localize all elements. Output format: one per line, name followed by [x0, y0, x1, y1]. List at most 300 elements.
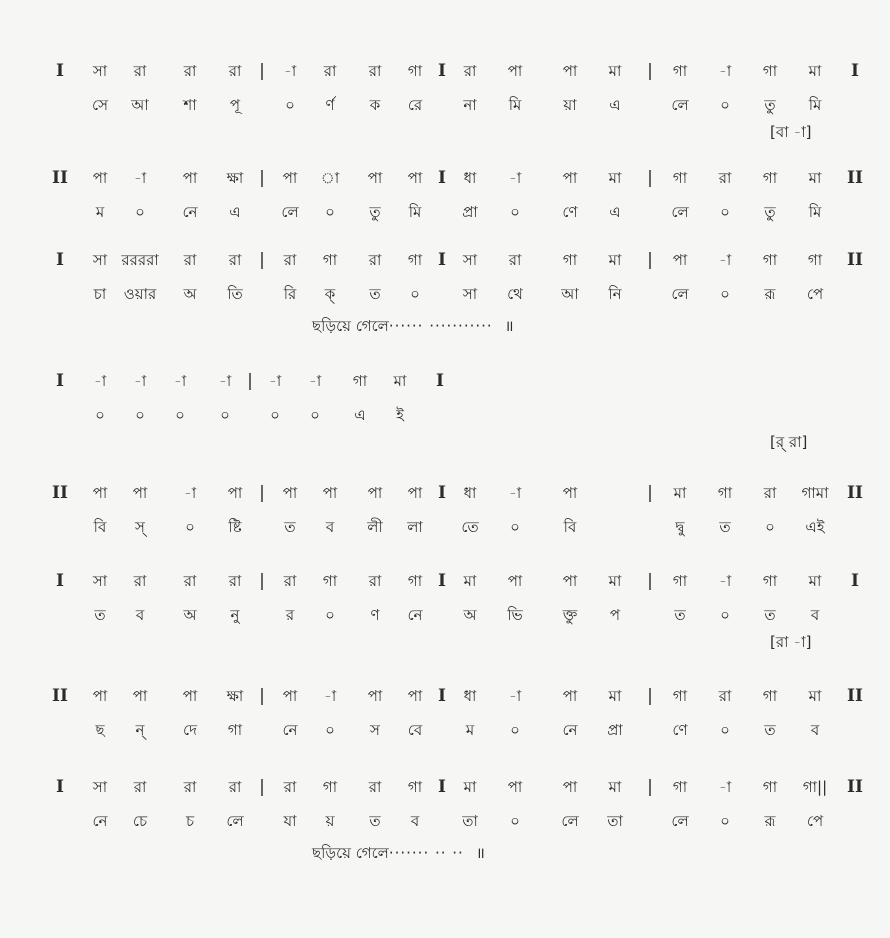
lyric-syllable: তে	[461, 518, 479, 536]
swara-note: রা	[763, 484, 777, 502]
swara-note: গা	[562, 251, 578, 269]
swara-note: পা	[407, 687, 423, 705]
swara-note: -া	[323, 687, 337, 705]
swara-note: গা	[762, 687, 778, 705]
swara-line	[40, 683, 870, 709]
lyric-syllable: ০	[510, 203, 520, 221]
lyric-syllable: মি	[508, 96, 522, 114]
swara-note: পা	[562, 778, 578, 796]
lyric-syllable: চে	[132, 812, 148, 830]
swara-note: গা	[672, 687, 688, 705]
lyric-syllable: পূ	[229, 96, 241, 114]
swara-note: রা	[228, 251, 242, 269]
bracket-annotation: [বা -া]	[770, 123, 812, 141]
lyric-syllable: প	[609, 606, 621, 624]
swara-note: মা	[608, 778, 622, 796]
swara-note: রা	[368, 572, 382, 590]
lyric-syllable: ০	[510, 721, 520, 739]
beat-separator: |	[259, 61, 265, 81]
lyric-syllable: রে	[407, 96, 423, 114]
lyric-syllable: ত	[369, 812, 381, 830]
swara-note: মা	[393, 372, 407, 390]
swara-note: পা	[507, 778, 523, 796]
end-barline: I	[436, 371, 444, 391]
swara-note: -া	[183, 484, 197, 502]
lyric-syllable: ০	[185, 518, 195, 536]
refrain-end-mark: ॥	[475, 844, 485, 862]
lyric-syllable: ০	[175, 406, 185, 424]
swara-note: গা	[322, 778, 338, 796]
lyric-syllable: লে	[671, 812, 689, 830]
lyric-line	[40, 514, 870, 540]
refrain-footer	[312, 842, 485, 867]
start-barline: I	[56, 250, 64, 270]
swara-note: রা	[283, 778, 297, 796]
lyric-syllable: এ	[609, 203, 621, 221]
lyric-syllable: ০	[510, 518, 520, 536]
lyric-syllable: তি	[227, 285, 243, 303]
swara-note: পা	[407, 484, 423, 502]
swara-note: গা	[322, 251, 338, 269]
lyric-syllable: ত	[94, 606, 106, 624]
swara-note: রা	[183, 251, 197, 269]
swara-note: রা	[133, 62, 147, 80]
swara-note: রা	[183, 572, 197, 590]
lyric-syllable: তা	[462, 812, 478, 830]
lyric-syllable: লে	[226, 812, 244, 830]
lyric-syllable: বে	[407, 721, 423, 739]
swara-line	[40, 247, 870, 273]
lyric-line	[40, 199, 870, 225]
swara-note: -া	[308, 372, 322, 390]
swara-note: পা	[367, 687, 383, 705]
swara-note: সা	[92, 778, 108, 796]
swara-note: রা	[463, 62, 477, 80]
lyric-syllable: ০	[720, 96, 730, 114]
swara-note: গা	[322, 572, 338, 590]
section-barline: I	[438, 250, 446, 270]
lyric-syllable: লে	[671, 96, 689, 114]
swara-line	[40, 774, 870, 800]
lyric-syllable: ০	[325, 203, 335, 221]
lyric-syllable: তু	[369, 203, 381, 221]
swara-note: -া	[508, 169, 522, 187]
swara-note: গা	[407, 62, 423, 80]
lyric-syllable: স	[370, 721, 380, 739]
lyric-syllable: নি	[608, 285, 622, 303]
swara-note: গা	[762, 169, 778, 187]
swara-note: -া	[718, 778, 732, 796]
lyric-syllable: লে	[671, 285, 689, 303]
lyric-syllable: মি	[808, 96, 822, 114]
swara-note: -া	[218, 372, 232, 390]
beat-separator: |	[647, 250, 653, 270]
swara-note: মা	[608, 169, 622, 187]
lyric-syllable: লা	[407, 518, 423, 536]
lyric-syllable: ই	[396, 406, 404, 424]
swara-note: পা	[562, 687, 578, 705]
swara-note: পা	[227, 484, 243, 502]
swara-note: রা	[228, 62, 242, 80]
refrain-text: ছড়িয়ে গেলে	[312, 844, 389, 862]
lyric-syllable: ব	[325, 518, 335, 536]
swara-note: ধা	[463, 687, 477, 705]
lyric-syllable: গা	[227, 721, 243, 739]
lyric-syllable: প্রা	[607, 721, 623, 739]
start-barline: I	[56, 61, 64, 81]
lyric-syllable: ভি	[507, 606, 523, 624]
lyric-syllable: ০	[310, 406, 320, 424]
swara-note: রা	[183, 778, 197, 796]
start-barline: II	[52, 168, 68, 188]
swara-note: গা	[762, 778, 778, 796]
lyric-syllable: বি	[563, 518, 577, 536]
swara-note: পা	[92, 169, 108, 187]
swara-note: রা	[283, 572, 297, 590]
end-barline: I	[851, 571, 859, 591]
swara-note: সা	[92, 251, 108, 269]
swara-note: মা	[808, 572, 822, 590]
lyric-syllable: ন্	[135, 721, 145, 739]
swara-note: ক্ষা	[226, 687, 244, 705]
beat-separator: |	[259, 777, 265, 797]
lyric-syllable: এই	[805, 518, 825, 536]
lyric-syllable: নু	[230, 606, 240, 624]
lyric-syllable: ০	[410, 285, 420, 303]
swara-note: গা	[407, 778, 423, 796]
refrain-end-mark: ॥	[504, 317, 514, 335]
beat-separator: |	[647, 686, 653, 706]
lyric-syllable: ম	[465, 721, 475, 739]
swara-note: পা	[672, 251, 688, 269]
lyric-syllable: র	[285, 606, 295, 624]
swara-note: গা	[762, 251, 778, 269]
beat-separator: |	[647, 777, 653, 797]
lyric-syllable: ০	[720, 812, 730, 830]
swara-note: ক্ষা	[226, 169, 244, 187]
start-barline: I	[56, 777, 64, 797]
lyric-syllable: বি	[93, 518, 107, 536]
lyric-syllable: ত	[764, 606, 776, 624]
lyric-line	[40, 92, 870, 118]
lyric-syllable: ০	[220, 406, 230, 424]
swara-note: গামা	[801, 484, 829, 502]
swara-note: রা	[368, 778, 382, 796]
lyric-syllable: চ	[185, 812, 195, 830]
lyric-syllable: শা	[183, 96, 197, 114]
swara-note: ররররা	[121, 251, 159, 269]
lyric-line	[40, 402, 870, 428]
start-barline: II	[52, 686, 68, 706]
swara-note: পা	[282, 484, 298, 502]
swara-note: রা	[718, 169, 732, 187]
lyric-syllable: ব	[810, 721, 820, 739]
lyric-syllable: এ	[229, 203, 241, 221]
bracket-annotation: [র্ রা]	[770, 433, 808, 451]
lyric-syllable: রি	[283, 285, 297, 303]
swara-note: গা	[717, 484, 733, 502]
lyric-syllable: ত	[369, 285, 381, 303]
start-barline: I	[56, 371, 64, 391]
swara-note: -া	[133, 372, 147, 390]
swara-note: মা	[808, 169, 822, 187]
lyric-syllable: ত	[764, 721, 776, 739]
section-barline: I	[438, 571, 446, 591]
swara-note: সা	[92, 572, 108, 590]
lyric-syllable: ০	[95, 406, 105, 424]
swara-note: পা	[282, 687, 298, 705]
swara-note: -া	[508, 687, 522, 705]
end-barline: II	[847, 686, 863, 706]
lyric-syllable: ণে	[672, 721, 688, 739]
swara-note: পা	[367, 484, 383, 502]
lyric-syllable: নে	[562, 721, 578, 739]
swara-note: রা	[323, 62, 337, 80]
swara-note: সা	[462, 251, 478, 269]
lyric-syllable: ক্	[324, 285, 336, 303]
swara-note: মা	[608, 687, 622, 705]
beat-separator: |	[259, 483, 265, 503]
section-barline: I	[438, 168, 446, 188]
lyric-syllable: ০	[720, 285, 730, 303]
swara-note: -া	[508, 484, 522, 502]
swara-note: পা	[182, 169, 198, 187]
start-barline: II	[52, 483, 68, 503]
swara-note: সা	[92, 62, 108, 80]
beat-separator: |	[259, 250, 265, 270]
end-barline: II	[847, 250, 863, 270]
swara-note: পা	[562, 169, 578, 187]
beat-separator: |	[647, 483, 653, 503]
lyric-syllable: চা	[93, 285, 107, 303]
swara-note: -া	[93, 372, 107, 390]
swara-note: পা	[367, 169, 383, 187]
end-barline: II	[847, 777, 863, 797]
swara-line	[40, 368, 870, 394]
lyric-syllable: ক্তু	[562, 606, 578, 624]
lyric-syllable: তা	[607, 812, 623, 830]
swara-note: গা	[672, 169, 688, 187]
beat-separator: |	[647, 168, 653, 188]
lyric-syllable: থে	[507, 285, 523, 303]
swara-note: -া	[283, 62, 297, 80]
lyric-syllable: ০	[720, 606, 730, 624]
lyric-syllable: ব	[135, 606, 145, 624]
swara-note: পা	[507, 572, 523, 590]
lyric-syllable: ০	[765, 518, 775, 536]
lyric-syllable: সা	[462, 285, 478, 303]
lyric-syllable: য়া	[563, 96, 577, 114]
lyric-syllable: ব	[410, 812, 420, 830]
swara-note: ধা	[463, 484, 477, 502]
lyric-syllable: ০	[510, 812, 520, 830]
lyric-syllable: নে	[282, 721, 298, 739]
lyric-syllable: ক	[369, 96, 381, 114]
lyric-syllable: এ	[354, 406, 366, 424]
lyric-line	[40, 602, 870, 628]
section-barline: I	[438, 483, 446, 503]
lyric-syllable: র্ণ	[325, 96, 335, 114]
lyric-line	[40, 808, 870, 834]
lyric-syllable: ণে	[562, 203, 578, 221]
swara-note: রা	[183, 62, 197, 80]
lyric-syllable: ০	[325, 721, 335, 739]
lyric-syllable: ম	[95, 203, 105, 221]
lyric-syllable: ত	[674, 606, 686, 624]
swara-note: মা	[808, 62, 822, 80]
swara-note: গা	[672, 778, 688, 796]
swara-note: -া	[718, 572, 732, 590]
swara-note: পা	[132, 484, 148, 502]
lyric-syllable: ছ	[95, 721, 105, 739]
refrain-dots: ······· ·· ··	[388, 844, 464, 862]
swara-note: -া	[718, 251, 732, 269]
swara-note: -া	[173, 372, 187, 390]
section-barline: I	[438, 61, 446, 81]
lyric-syllable: আ	[131, 96, 149, 114]
lyric-syllable: লী	[367, 518, 383, 536]
swara-note: -া	[133, 169, 147, 187]
swara-note: পা	[562, 62, 578, 80]
lyric-syllable: লে	[281, 203, 299, 221]
swara-note: পা	[92, 687, 108, 705]
swara-note: মা	[463, 778, 477, 796]
swara-note: -া	[718, 62, 732, 80]
end-barline: I	[851, 61, 859, 81]
lyric-syllable: না	[463, 96, 477, 114]
swara-note: গা	[672, 62, 688, 80]
lyric-syllable: ০	[325, 606, 335, 624]
swara-note: পা	[92, 484, 108, 502]
lyric-syllable: দে	[183, 721, 197, 739]
refrain-footer	[312, 315, 514, 340]
swara-note: রা	[133, 572, 147, 590]
swara-note: পা	[507, 62, 523, 80]
lyric-syllable: তু	[764, 203, 776, 221]
lyric-syllable: অ	[183, 606, 197, 624]
lyric-syllable: রূ	[764, 285, 776, 303]
bracket-annotation: [রা -া]	[770, 633, 812, 651]
lyric-syllable: আ	[561, 285, 579, 303]
swara-note: গা	[762, 62, 778, 80]
start-barline: I	[56, 571, 64, 591]
swara-line	[40, 480, 870, 506]
lyric-syllable: পে	[806, 812, 824, 830]
lyric-line	[40, 717, 870, 743]
swara-note: পা	[282, 169, 298, 187]
lyric-syllable: লে	[671, 203, 689, 221]
swara-note: রা	[368, 62, 382, 80]
swara-note: রা	[368, 251, 382, 269]
lyric-syllable: তু	[764, 96, 776, 114]
swara-note: রা	[283, 251, 297, 269]
swara-note: পা	[132, 687, 148, 705]
swara-note: া	[320, 169, 340, 187]
lyric-syllable: যা	[283, 812, 297, 830]
swara-note: গা	[407, 572, 423, 590]
section-barline: I	[438, 686, 446, 706]
lyric-syllable: প্রা	[462, 203, 478, 221]
swara-note: ধা	[463, 169, 477, 187]
swara-note: মা	[673, 484, 687, 502]
swara-note: মা	[808, 687, 822, 705]
swara-note: -া	[268, 372, 282, 390]
swara-note: মা	[608, 62, 622, 80]
swara-note: মা	[608, 251, 622, 269]
swara-note: রা	[133, 778, 147, 796]
swara-note: মা	[463, 572, 477, 590]
lyric-line	[40, 281, 870, 307]
end-barline: II	[847, 168, 863, 188]
lyric-syllable: ০	[135, 203, 145, 221]
swara-note: পা	[562, 484, 578, 502]
swara-line	[40, 58, 870, 84]
lyric-syllable: মি	[808, 203, 822, 221]
swara-note: গা	[672, 572, 688, 590]
swara-note: রা	[718, 687, 732, 705]
beat-separator: |	[259, 571, 265, 591]
refrain-dots: ······ ···········	[388, 317, 493, 335]
lyric-syllable: এ	[609, 96, 621, 114]
lyric-syllable: দ্বু	[675, 518, 685, 536]
lyric-syllable: অ	[463, 606, 477, 624]
lyric-syllable: পে	[806, 285, 824, 303]
beat-separator: |	[647, 571, 653, 591]
lyric-syllable: নে	[407, 606, 423, 624]
swara-note: পা	[322, 484, 338, 502]
beat-separator: |	[259, 686, 265, 706]
beat-separator: |	[247, 371, 253, 391]
lyric-syllable: ০	[270, 406, 280, 424]
section-barline: I	[438, 777, 446, 797]
lyric-syllable: ০	[285, 96, 295, 114]
lyric-syllable: সে	[92, 96, 108, 114]
swara-note: রা	[228, 778, 242, 796]
end-barline: II	[847, 483, 863, 503]
lyric-syllable: য়	[325, 812, 335, 830]
beat-separator: |	[259, 168, 265, 188]
swara-note: গা||	[802, 778, 828, 796]
swara-note: গা	[407, 251, 423, 269]
lyric-syllable: ০	[720, 203, 730, 221]
lyric-syllable: নে	[92, 812, 108, 830]
lyric-syllable: মি	[408, 203, 422, 221]
swara-note: মা	[608, 572, 622, 590]
swara-note: রা	[228, 572, 242, 590]
lyric-syllable: স্	[135, 518, 145, 536]
swara-note: গা	[807, 251, 823, 269]
lyric-syllable: ব	[810, 606, 820, 624]
lyric-syllable: ০	[135, 406, 145, 424]
lyric-syllable: অ	[183, 285, 197, 303]
swara-note: পা	[407, 169, 423, 187]
lyric-syllable: ০	[720, 721, 730, 739]
refrain-text: ছড়িয়ে গেলে	[312, 317, 389, 335]
lyric-syllable: রূ	[764, 812, 776, 830]
swara-note: গা	[762, 572, 778, 590]
lyric-syllable: ষ্টি	[228, 518, 242, 536]
beat-separator: |	[647, 61, 653, 81]
lyric-syllable: লে	[561, 812, 579, 830]
lyric-syllable: ত	[719, 518, 731, 536]
lyric-syllable: ত	[284, 518, 296, 536]
swara-note: পা	[562, 572, 578, 590]
swara-note: গা	[352, 372, 368, 390]
lyric-syllable: ণ	[370, 606, 380, 624]
lyric-syllable: নে	[182, 203, 198, 221]
swara-line	[40, 165, 870, 191]
swara-note: পা	[182, 687, 198, 705]
